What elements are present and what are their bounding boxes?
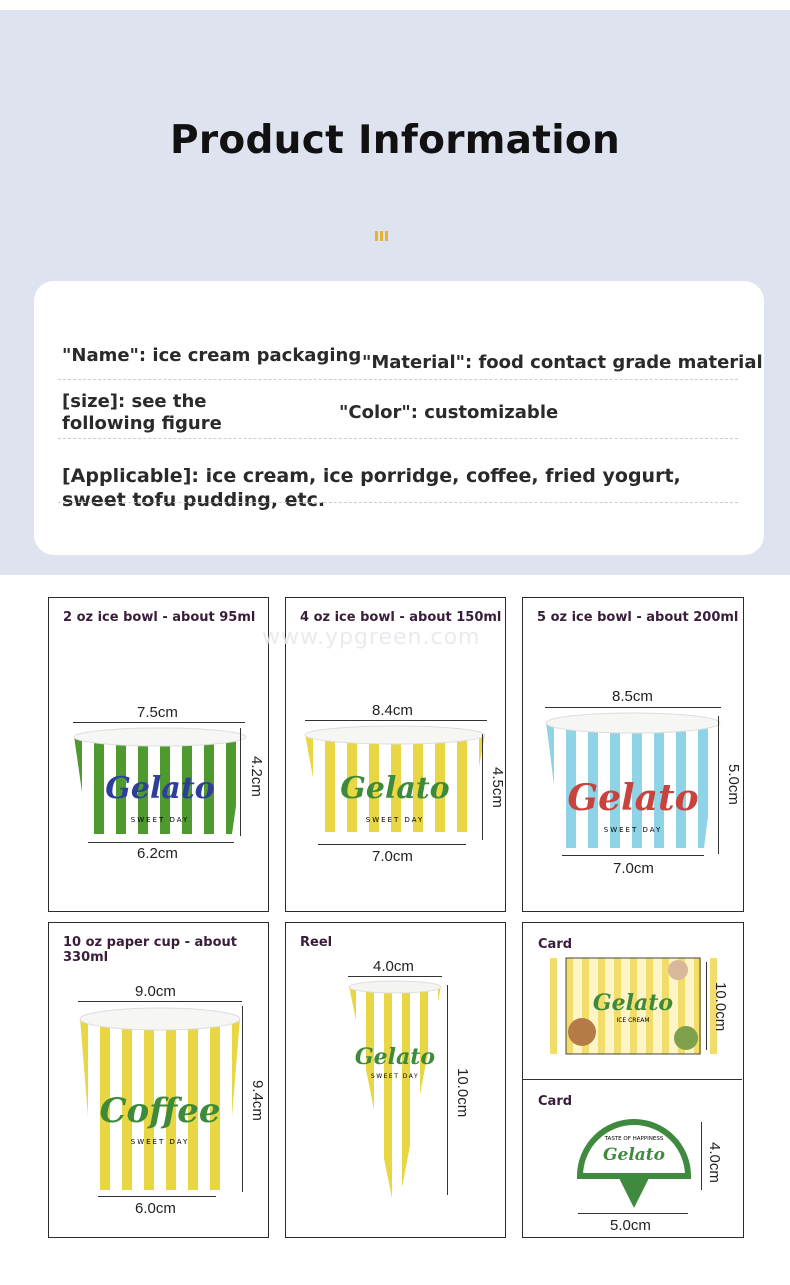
watermark: www.ypgreen.com (262, 625, 481, 650)
dim-bottom: 7.0cm (372, 848, 413, 865)
dim-height: 10.0cm (454, 1068, 471, 1118)
product-label: 5 oz ice bowl - about 200ml (537, 610, 739, 625)
cup-sub: SWEET DAY (370, 1073, 420, 1080)
info-name: "Name": ice cream packaging (62, 345, 362, 366)
ice-bowl-2oz-icon (72, 728, 248, 840)
product-label: Card (538, 1094, 573, 1109)
card-brand: Gelato (603, 1145, 665, 1165)
card-sub: ICE CREAM (616, 1017, 650, 1024)
dim-line (447, 985, 448, 1195)
card-brand: Gelato (592, 990, 674, 1016)
info-color: "Color": customizable (339, 402, 559, 423)
dim-line (706, 962, 707, 1050)
stripe (384, 980, 392, 1210)
dim-height: 4.0cm (706, 1142, 723, 1183)
stripe (325, 726, 335, 838)
page-title: Product Information (169, 118, 621, 163)
stripe (226, 728, 236, 840)
stripe (348, 980, 356, 1210)
dim-height: 10.0cm (712, 982, 729, 1032)
dim-line (78, 1001, 242, 1002)
ice-bowl-5oz-icon (544, 712, 722, 854)
dim-line (578, 1213, 688, 1214)
dim-bottom: 6.0cm (135, 1200, 176, 1217)
cone-sleeve-icon (348, 980, 442, 1210)
cup-brand: Coffee (99, 1091, 221, 1131)
cup-brand: Gelato (567, 777, 699, 819)
dim-line (718, 716, 719, 854)
stripe (550, 958, 557, 1054)
dim-line (701, 1122, 702, 1190)
cup-brand: Gelato (354, 1044, 436, 1070)
stripe (457, 726, 467, 838)
dim-line (318, 844, 466, 845)
product-label: 4 oz ice bowl - about 150ml (300, 610, 502, 625)
dim-top: 9.0cm (135, 983, 176, 1000)
divider (58, 502, 738, 503)
stripe (544, 712, 554, 854)
cup-brand: Gelato (105, 771, 215, 806)
stripe (78, 1006, 88, 1194)
product-label: Card (538, 937, 573, 952)
dim-line (562, 855, 704, 856)
stripe (698, 712, 708, 854)
product-label: 10 oz paper cup - about 330ml (63, 935, 237, 965)
info-applicable: [Applicable]: ice cream, ice porridge, coffee, fried yogurt, sweet tofu pudding, etc. (62, 465, 681, 511)
dim-line (348, 976, 442, 977)
dim-line (88, 842, 234, 843)
card-flag-icon (578, 1118, 690, 1212)
product-label: Reel (300, 935, 333, 950)
cup-brand: Gelato (340, 771, 450, 806)
card-rectangle-icon (566, 958, 700, 1054)
dim-top: 4.0cm (373, 958, 414, 975)
dim-line (305, 720, 487, 721)
dim-top: 8.5cm (612, 688, 653, 705)
ice-bowl-4oz-icon (303, 726, 487, 838)
dim-bottom: 7.0cm (613, 860, 654, 877)
dim-line (482, 734, 483, 840)
stripe (94, 728, 104, 840)
dim-height: 9.4cm (249, 1080, 266, 1121)
info-size: [size]: see the following figure (62, 391, 222, 434)
cup-sub: SWEET DAY (603, 826, 663, 834)
dim-height: 4.2cm (248, 756, 265, 797)
dim-line (545, 707, 721, 708)
product-label: 2 oz ice bowl - about 95ml (63, 610, 256, 625)
cup-sub: SWEET DAY (130, 1138, 190, 1146)
stripe (72, 728, 82, 840)
dim-height: 5.0cm (725, 764, 742, 805)
stripe (366, 980, 374, 1210)
dim-height: 4.5cm (489, 767, 506, 808)
dim-line (242, 1006, 243, 1192)
panel-divider (522, 1079, 742, 1080)
dim-line (240, 728, 241, 836)
cup-sub: SWEET DAY (130, 816, 190, 824)
divider (58, 438, 738, 439)
stripe (303, 726, 313, 838)
paper-cup-10oz-icon (78, 1006, 242, 1194)
divider (58, 379, 738, 380)
dim-top: 7.5cm (137, 704, 178, 721)
stripe (232, 1006, 242, 1194)
dim-top: 8.4cm (372, 702, 413, 719)
dim-line (73, 722, 245, 723)
dim-line (98, 1196, 216, 1197)
card-tagline: TASTE OF HAPPINESS (604, 1136, 664, 1142)
decor-dots-icon (375, 226, 390, 245)
stripe (402, 980, 410, 1210)
info-material: "Material": food contact grade material (362, 352, 763, 373)
stripe (420, 980, 428, 1210)
dim-bottom: 5.0cm (610, 1217, 651, 1234)
cup-sub: SWEET DAY (365, 816, 425, 824)
dim-bottom: 6.2cm (137, 845, 178, 862)
